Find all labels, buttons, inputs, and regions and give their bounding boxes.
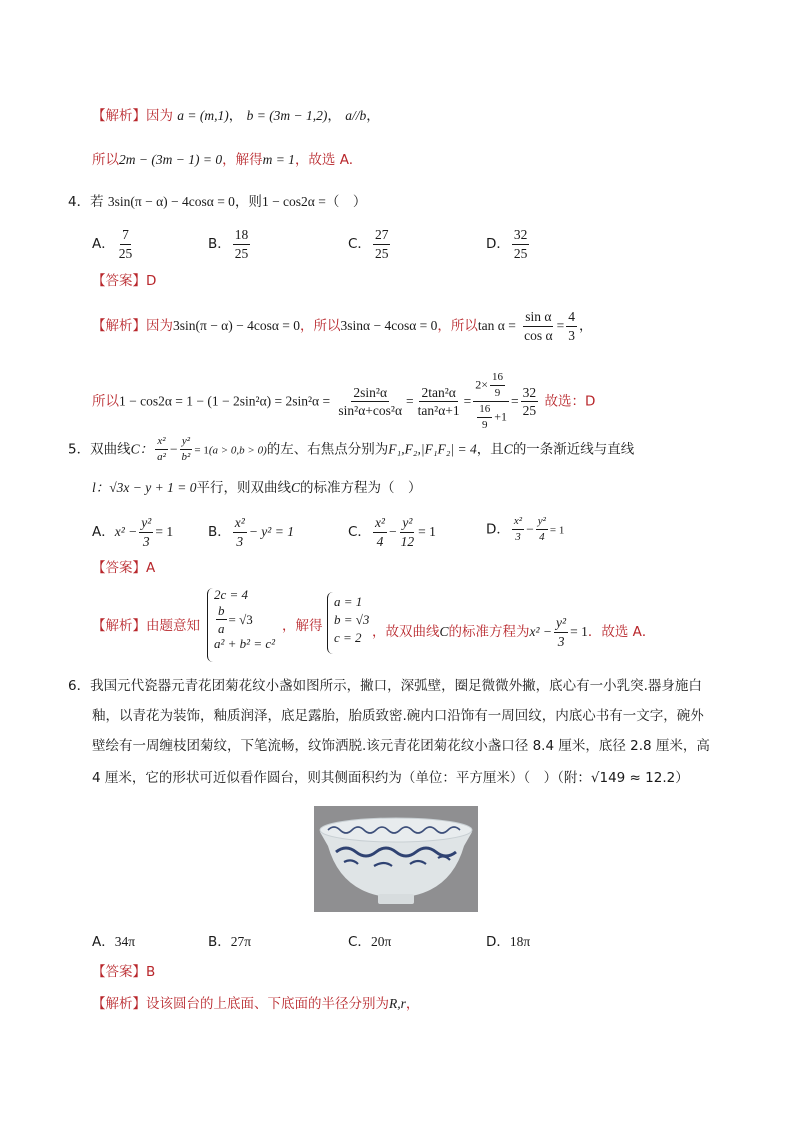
analysis-tag: 【解析】 (92, 618, 146, 634)
q5-eq-one: = 1 (418, 524, 436, 539)
q5-three: 3 (142, 533, 150, 549)
q4-tan: tan α = (477, 318, 516, 333)
q5-option-a-x2: x² − (114, 524, 138, 539)
q4-stem (68, 192, 366, 212)
q4-choose: 故选：D (544, 393, 596, 410)
q3-m-value: m = 1 (262, 152, 295, 167)
q5-a: a (218, 621, 225, 636)
q4-analysis-eq2: 3sinα − 4cosα = 0 (340, 318, 438, 333)
option-letter: D． (486, 934, 510, 950)
q4-analysis-line-2 (92, 372, 595, 431)
q6-option-b (208, 930, 251, 950)
q5-x2: x² (373, 516, 387, 533)
q5-b2: b² (181, 451, 191, 463)
q5-three: 3 (236, 533, 244, 549)
option-letter: A． (92, 236, 115, 252)
q4-nine: 9 (494, 387, 501, 399)
q5-x2: x² (155, 436, 167, 450)
equals-sign: = (511, 393, 519, 409)
q5-system2-eq1: a = 1 (334, 594, 363, 609)
q4-nine: 9 (482, 419, 488, 431)
q3-analysis-text: 因为 (146, 108, 173, 124)
q6-stem-line-4: 4 厘米，它的形状可近似看作圆台，则其侧面积约为（单位：平方厘米）（ ）（附：√149 ≈ 12.2） (92, 770, 689, 786)
q3-choose: ，故选 A. (294, 152, 354, 168)
q5-eq-one: = 1 (570, 624, 588, 639)
q4-thirty-two: 32 (521, 386, 539, 403)
q5-option-d (486, 516, 564, 543)
q4-plus-one: +1 (494, 409, 508, 424)
q5-y2: y² (400, 516, 414, 533)
option-numerator: 32 (512, 228, 530, 245)
q4-option-d (486, 228, 531, 260)
q5-curve-name: C： (130, 441, 154, 457)
q5-y2: y² (554, 616, 568, 633)
q4-stem-expression: 1 − cos2α = (261, 194, 326, 209)
q5-line2-text: 平行，则双曲线 (196, 480, 291, 496)
q4-three: 3 (568, 327, 575, 343)
q5-eq-one: = 1 (549, 524, 565, 537)
q5-eq-one: = 1 (155, 524, 174, 539)
q5-stem-line-1 (68, 436, 634, 463)
option-value: 27π (230, 934, 252, 949)
q5-analysis-conclusion (372, 616, 655, 648)
q5-system2-eq2: b = √3 (334, 612, 370, 627)
q4-sixteen: 16 (490, 372, 505, 386)
q3-equation: 2m − (3m − 1) = 0 (119, 152, 223, 167)
q5-system1-eq1: 2c = 4 (214, 587, 249, 602)
q5-three: 3 (557, 633, 565, 649)
q5-y2: y² (180, 436, 192, 450)
q5-stem-d: 的一条渐近线与直线 (512, 441, 635, 458)
option-denominator: 25 (118, 245, 133, 261)
q6-option-d (486, 930, 530, 950)
option-denominator: 25 (513, 245, 528, 261)
q4-because: 因为 (146, 318, 173, 334)
q4-two-times: 2× (475, 377, 489, 392)
q3-so: 所以 (92, 152, 119, 168)
q5-system1 (214, 586, 275, 653)
option-denominator: 25 (374, 245, 389, 261)
q6-text-1: 我国元代瓷器元青花团菊花纹小盏如图所示，撇口，深弧壁，圈足微微外撇，底心有一小乳突.器身施白 (90, 678, 702, 694)
q4-nested-den (473, 402, 509, 431)
q5-analysis-text1: 由题意知 (146, 618, 200, 634)
option-letter: C． (348, 934, 371, 950)
q5-a2: a² (157, 451, 166, 463)
q4-analysis-eq1: 3sin(π − α) − 4cosα = 0 (173, 318, 301, 333)
q4-stem-then: ，则 (234, 194, 262, 210)
q5-stem-line-2 (92, 478, 422, 498)
q5-stem-b: 的左、右焦点分别为 (266, 441, 389, 458)
q6-answer-value: B (146, 964, 156, 980)
q6-stem-line-2: 釉，以青花为装饰，釉质润泽，底足露胎，胎质致密.碗内口沿饰有一周回纹，内底心书有一文字，碗外 (92, 708, 704, 724)
q5-stem-a: 双曲线 (90, 441, 131, 458)
q3-analysis-line: 【解析】因为 a = (m,1)， b = (3m − 1,2)， a//b， (92, 108, 380, 124)
equals-sign: = (406, 393, 414, 409)
option-letter: C． (348, 236, 371, 252)
answer-tag: 【答案】 (92, 560, 146, 576)
comma: ， (405, 996, 420, 1012)
q3-solve: ，解得 (222, 152, 263, 168)
option-denominator: 25 (234, 245, 249, 261)
q5-condition: (a > 0,b > 0) (208, 444, 267, 457)
q5-system1-brace (207, 588, 214, 662)
q4-sixteen: 16 (477, 404, 492, 418)
q5-option-a (92, 516, 173, 548)
q5-twelve: 12 (400, 533, 415, 549)
q6-option-c (348, 930, 391, 950)
q5-c: C (290, 480, 300, 495)
bowl-illustration (314, 806, 478, 912)
q5-analysis-text2: ，解得 (282, 618, 323, 634)
q5-foci: F₁,F₂,|F₁F₂| = 4 (388, 441, 477, 457)
q5-option-b (208, 516, 294, 548)
q4-analysis-line-1 (92, 310, 592, 342)
q4-four: 4 (566, 310, 577, 327)
q5-y2: y² (536, 516, 548, 530)
option-numerator: 27 (373, 228, 391, 245)
q5-answer (92, 558, 155, 578)
q4-stem-paren: （ ） (325, 194, 367, 210)
option-numerator: 18 (233, 228, 251, 245)
q5-system2-brace (327, 592, 334, 654)
q5-eq-one: = 1 (194, 444, 209, 457)
q4-number: 4． (68, 194, 91, 210)
q6-number: 6． (68, 678, 91, 694)
q4-option-c (348, 228, 392, 260)
q5-x2: x² (512, 516, 524, 530)
q3-parallel: a//b (345, 108, 367, 123)
option-letter: A． (92, 934, 115, 950)
option-value: 18π (509, 934, 531, 949)
minus: − (169, 441, 178, 457)
q4-frac1-den: sin²α+cos²α (338, 403, 403, 418)
equals-sign: = (463, 393, 472, 409)
q4-stem-if: 若 (90, 194, 104, 210)
q5-b: b (218, 603, 225, 618)
q5-y2: y² (139, 516, 153, 533)
q4-twenty-five: 25 (522, 403, 537, 418)
equals-sign: = (556, 318, 565, 333)
option-letter: B． (208, 236, 231, 252)
answer-tag: 【答案】 (92, 273, 146, 289)
q5-system2-eq3: c = 2 (334, 630, 362, 645)
q6-analysis (92, 994, 419, 1014)
q5-x2-minus: x² − (529, 624, 553, 639)
q4-option-b (208, 228, 252, 260)
q3-analysis-line-2 (92, 150, 353, 170)
q4-option-a (92, 228, 136, 260)
q5-option-c (348, 516, 436, 548)
analysis-tag: 【解析】 (92, 108, 146, 124)
q5-choose: ．故选 A． (587, 624, 656, 640)
q5-analysis-intro (92, 616, 200, 636)
comma: ， (578, 318, 593, 334)
q4-answer-value: D (146, 273, 157, 289)
q5-three: 3 (515, 531, 521, 543)
option-letter: C． (348, 524, 371, 540)
q4-frac1-num: 2sin²α (351, 386, 389, 403)
q5-stem-c: ，且 (476, 441, 504, 458)
q5-line-l: l：√3x − y + 1 = 0 (92, 480, 197, 495)
option-letter: B． (208, 934, 231, 950)
q4-answer (92, 271, 156, 291)
q6-stem-line-1 (68, 676, 702, 696)
q4-so-3: 所以 (92, 393, 119, 410)
analysis-tag: 【解析】 (92, 996, 146, 1012)
q5-option-b-rest: − y² = 1 (248, 524, 294, 539)
q4-sin-alpha: sin α (523, 310, 553, 327)
q5-system1-eq3: a² + b² = c² (214, 636, 276, 651)
q5-system2 (334, 593, 369, 647)
q6-radius-vars: R,r (389, 996, 406, 1011)
option-letter: D． (486, 236, 510, 252)
q6-option-a (92, 930, 135, 950)
q5-c: C (503, 441, 513, 457)
analysis-tag: 【解析】 (92, 318, 146, 334)
q5-analysis-text4: 的标准方程为 (448, 624, 530, 640)
q5-number: 5． (68, 441, 91, 458)
q4-cos-alpha: cos α (524, 327, 553, 343)
q4-frac2-den: tan²α+1 (417, 403, 460, 418)
q4-nested-num (473, 372, 509, 402)
q5-x2: x² (233, 516, 247, 533)
q5-analysis-text3: ，故双曲线 (372, 624, 440, 640)
answer-tag: 【答案】 (92, 964, 146, 980)
q5-four: 4 (376, 533, 384, 549)
q3-vector-b: b = (3m − 1,2) (246, 108, 328, 123)
q5-c: C (439, 624, 449, 639)
q4-frac2-num: 2tan²α (419, 386, 457, 403)
option-value: 34π (114, 934, 136, 949)
q3-vector-a: a = (m,1) (177, 108, 229, 123)
option-letter: B． (208, 524, 231, 540)
minus: − (526, 521, 534, 537)
q4-so-2: ，所以 (437, 318, 478, 334)
q5-line2-end: 的标准方程为（ ） (300, 480, 422, 496)
option-numerator: 7 (120, 228, 131, 245)
option-letter: D． (486, 521, 510, 538)
q4-expansion: 1 − cos2α = 1 − (1 − 2sin²α) = 2sin²α = (119, 393, 331, 409)
q6-stem-line-3: 壁绘有一周缠枝团菊纹，下笔流畅，纹饰洒脱.该元青花团菊花纹小盏口径 8.4 厘米，底径 2.8 厘米，高 (92, 738, 710, 754)
q4-so: ，所以 (300, 318, 341, 334)
q6-analysis-text: 设该圆台的上底面、下底面的半径分别为 (146, 996, 389, 1012)
q5-system1-eq2: $\frac{b}{a}$ = √3 (218, 603, 253, 636)
option-value: 20π (370, 934, 392, 949)
q4-stem-equation: 3sin(π − α) − 4cosα = 0 (107, 194, 235, 209)
minus: − (388, 524, 397, 539)
bowl-photo (314, 806, 478, 912)
q5-answer-value: A (146, 560, 156, 576)
option-letter: A． (92, 524, 115, 540)
q6-answer (92, 962, 155, 982)
q5-four: 4 (539, 531, 545, 543)
